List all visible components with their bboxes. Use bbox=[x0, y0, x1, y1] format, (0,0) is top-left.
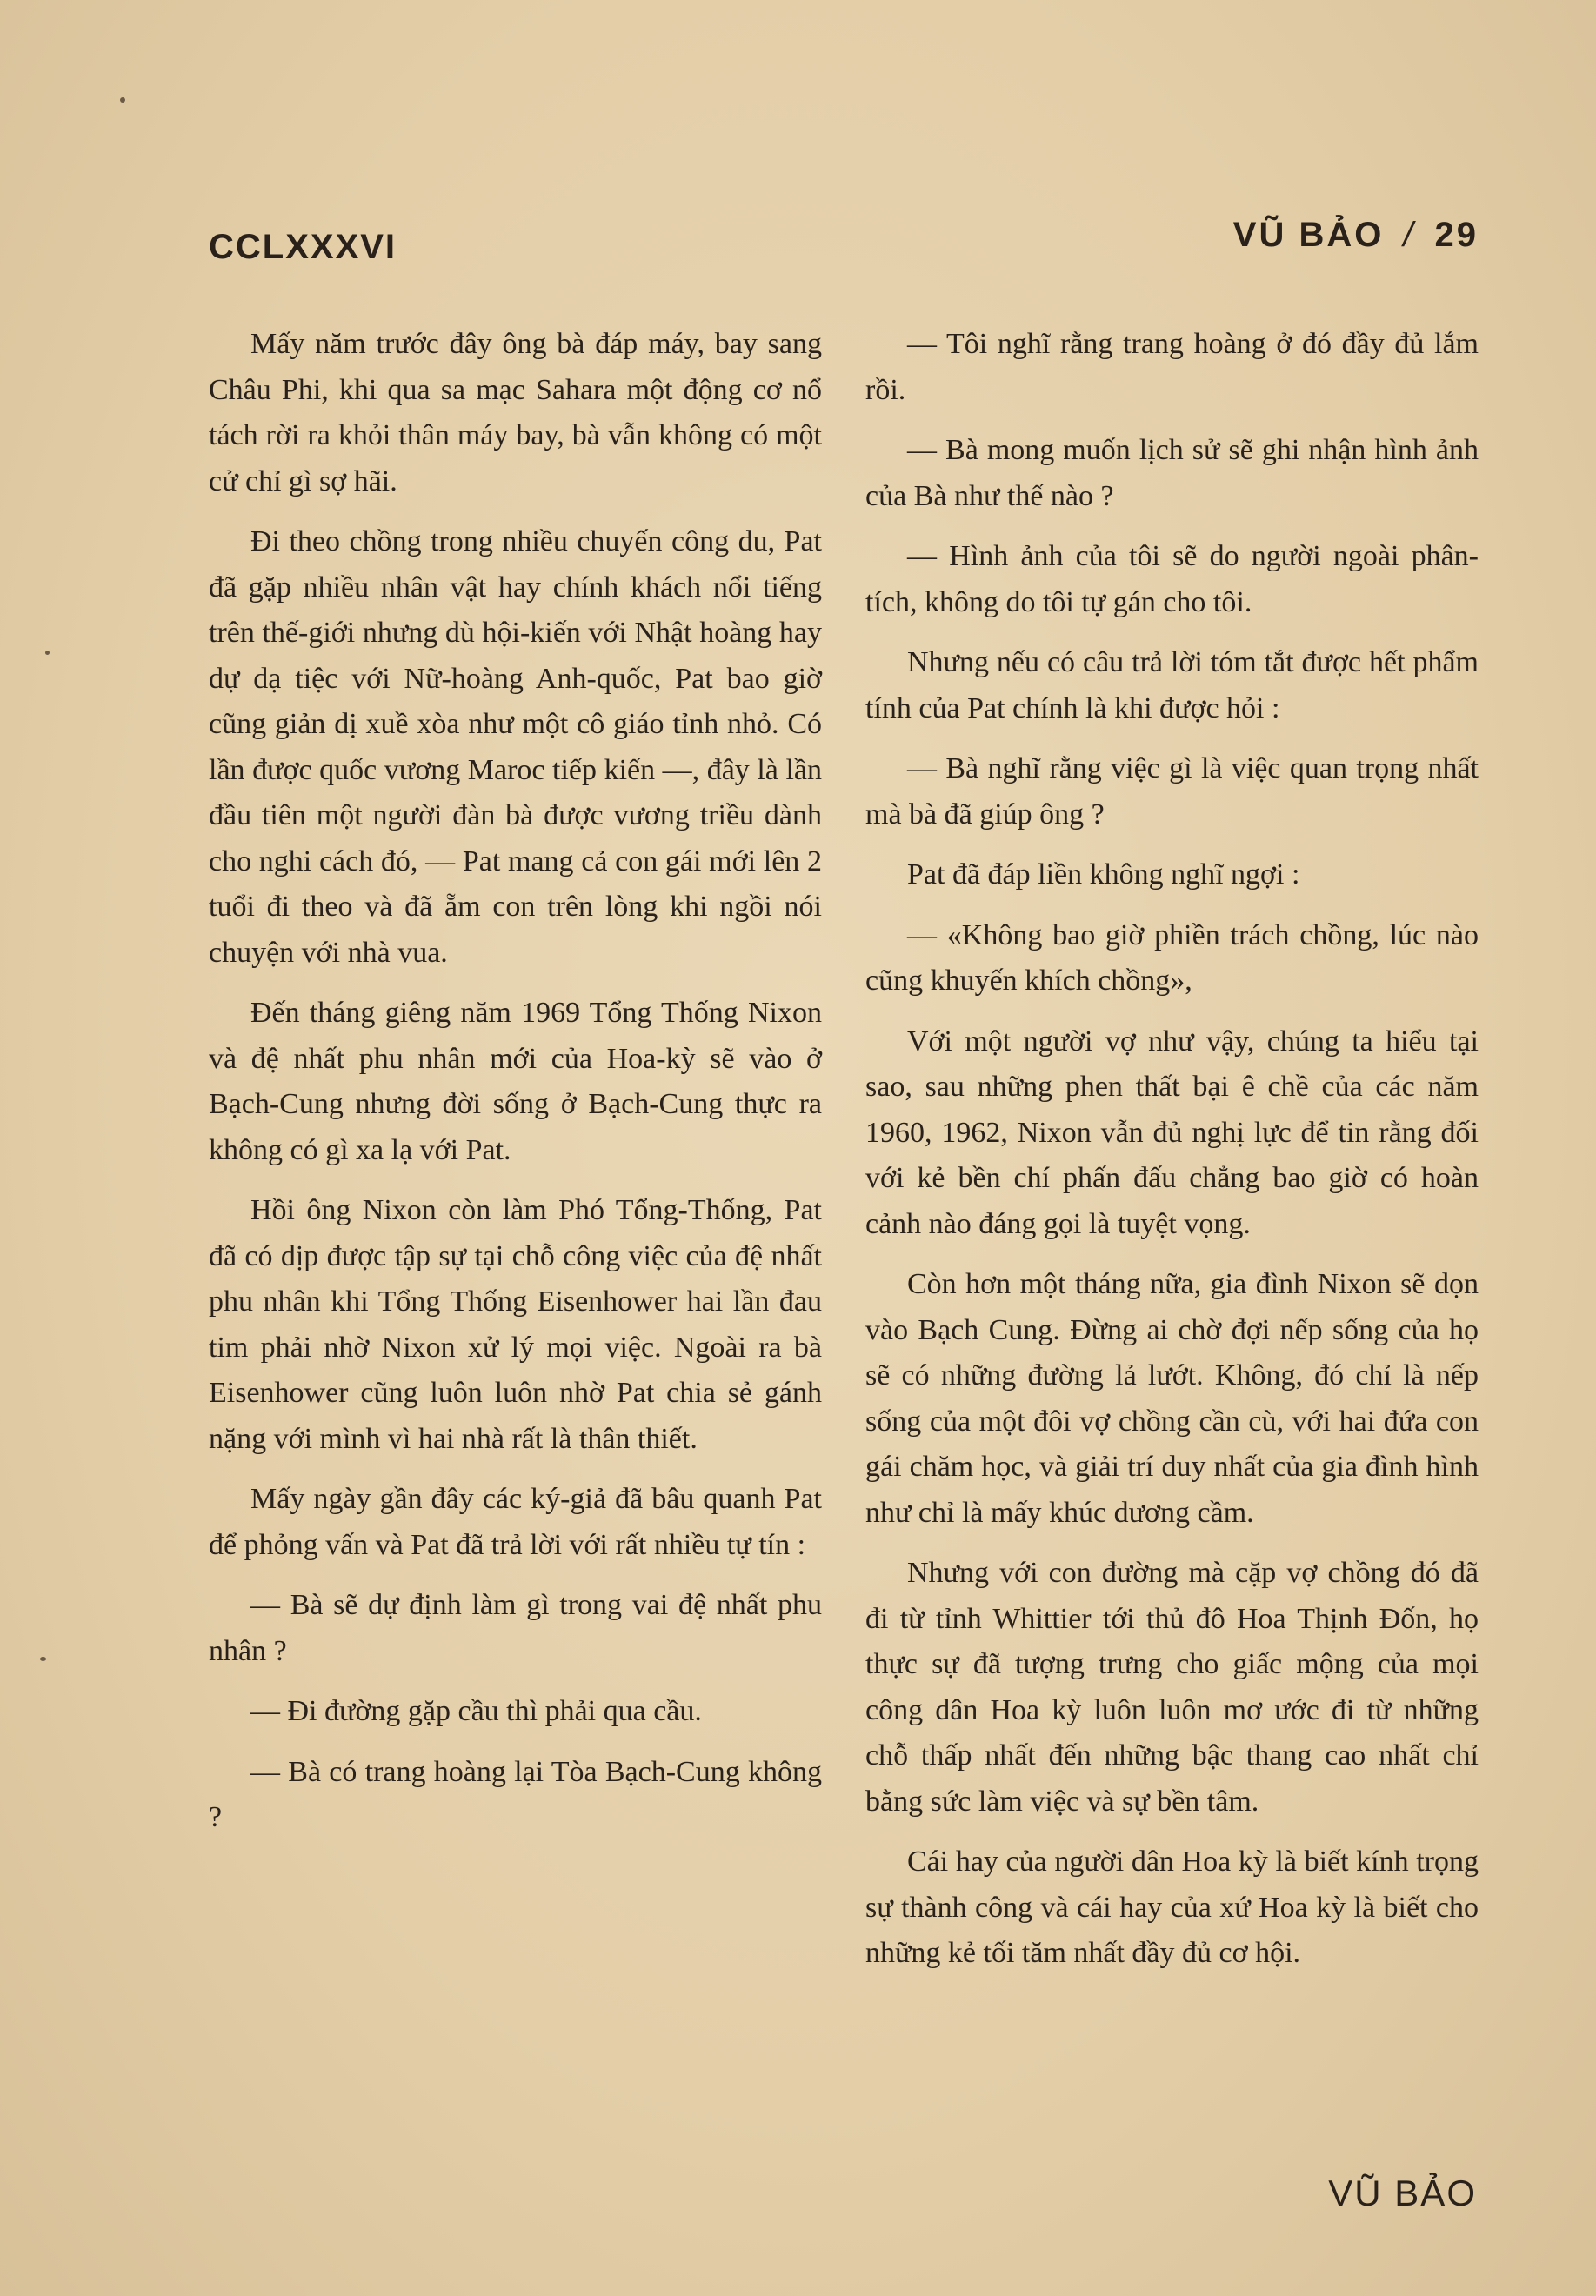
paragraph: Với một người vợ như vậy, chúng ta hiểu tại sao, sau những phen thất bại ê chề của các năm 1960, 1962, Nixon vẫn đủ nghị lực để tin rằng đối với kẻ bền chí phấn đấu chẳng bao giờ có hoàn cảnh nào đáng gọi là tuyệt vọng. bbox=[865, 1025, 1479, 1240]
dialogue-line: — Bà nghĩ rằng việc gì là việc quan trọng nhất mà bà đã giúp ông ? bbox=[865, 752, 1479, 831]
header-author: VŨ BẢO bbox=[1232, 216, 1385, 254]
paper-speck bbox=[40, 1657, 46, 1661]
dialogue-line: — «Không bao giờ phiền trách chồng, lúc nào cũng khuyến khích chồng», bbox=[865, 918, 1479, 997]
paragraph: Còn hơn một tháng nữa, gia đình Nixon sẽ dọn vào Bạch Cung. Đừng ai chờ đợi nếp sống của họ sẽ có những đường lả lướt. Không, đó chỉ là nếp sống của một đôi vợ chồng cần cù, với hai đứa con gái chăm học, và giải trí duy nhất của gia đình hình như chỉ là mấy khúc dương cầm. bbox=[865, 1268, 1479, 1529]
dialogue-line: — Bà có trang hoàng lại Tòa Bạch-Cung không ? bbox=[209, 1755, 822, 1833]
chapter-number: CCLXXXVI bbox=[209, 228, 397, 266]
paragraph: Đến tháng giêng năm 1969 Tổng Thống Nixon và đệ nhất phu nhân mới của Hoa-kỳ sẽ vào ở Bạch-Cung nhưng đời sống ở Bạch-Cung thực ra không có gì xa lạ với Pat. bbox=[209, 997, 822, 1166]
dialogue-line: — Bà mong muốn lịch sử sẽ ghi nhận hình ảnh của Bà như thế nào ? bbox=[865, 434, 1479, 512]
paper-speck bbox=[45, 651, 50, 655]
paragraph: Hồi ông Nixon còn làm Phó Tổng-Thống, Pat đã có dịp được tập sự tại chỗ công việc của đệ nhất phu nhân khi Tổng Thống Eisenhower hai lần đau tim phải nhờ Nixon xử lý mọi việc. Ngoài ra bà Eisenhower cũng luôn luôn nhờ Pat chia sẻ gánh nặng với mình vì hai nhà rất là thân thiết. bbox=[209, 1194, 822, 1455]
header-separator: / bbox=[1403, 216, 1416, 254]
paragraph: Đi theo chồng trong nhiều chuyến công du, Pat đã gặp nhiều nhân vật hay chính khách nổi tiếng trên thế-giới nhưng dù hội-kiến với Nhật hoàng hay dự dạ tiệc với Nữ-hoàng Anh-quốc, Pat bao giờ cũng giản dị xuề xòa như một cô giáo tỉnh nhỏ. Có lần được quốc vương Maroc tiếp kiến —, đây là lần đầu tiên một người đàn bà được vương triều dành cho nghi cách đó, — Pat mang cả con gái mới lên 2 tuổi đi theo và đã ẵm con trên lòng khi ngồi nói chuyện với nhà vua. bbox=[209, 525, 822, 969]
dialogue-line: — Bà sẽ dự định làm gì trong vai đệ nhất phu nhân ? bbox=[209, 1589, 822, 1667]
page-number: 29 bbox=[1434, 216, 1479, 254]
left-column bbox=[209, 322, 822, 1856]
paragraph: Nhưng với con đường mà cặp vợ chồng đó đã đi từ tỉnh Whittier tới thủ đô Hoa Thịnh Đốn, họ thực sự đã tượng trưng cho giấc mộng của mọi công dân Hoa kỳ luôn luôn mơ ước đi từ những chỗ thấp nhất đến những bậc thang cao nhất chỉ bằng sức làm việc và sự bền tâm. bbox=[865, 1557, 1479, 1818]
paragraph: Mấy năm trước đây ông bà đáp máy, bay sang Châu Phi, khi qua sa mạc Sahara một động cơ nổ tách rời ra khỏi thân máy bay, bà vẫn không có một cử chỉ gì sợ hãi. bbox=[209, 328, 822, 497]
dialogue-line: — Hình ảnh của tôi sẽ do người ngoài phân-tích, không do tôi tự gán cho tôi. bbox=[865, 540, 1479, 618]
running-header bbox=[1233, 216, 1479, 255]
paragraph: Mấy ngày gần đây các ký-giả đã bâu quanh Pat để phỏng vấn và Pat đã trả lời với rất nhiều tự tín : bbox=[209, 1483, 822, 1561]
paper-speck bbox=[120, 97, 125, 103]
author-signature: VŨ BẢO bbox=[1328, 2173, 1477, 2213]
paragraph: Cái hay của người dân Hoa kỳ là biết kính trọng sự thành công và cái hay của xứ Hoa kỳ là biết cho những kẻ tối tăm nhất đầy đủ cơ hội. bbox=[865, 1845, 1479, 1969]
paragraph: Nhưng nếu có câu trả lời tóm tắt được hết phẩm tính của Pat chính là khi được hỏi : bbox=[865, 646, 1479, 724]
dialogue-line: — Tôi nghĩ rằng trang hoàng ở đó đầy đủ lắm rồi. bbox=[865, 328, 1479, 406]
dialogue-line: — Đi đường gặp cầu thì phải qua cầu. bbox=[250, 1695, 702, 1727]
right-column bbox=[865, 322, 1479, 1992]
paragraph: Pat đã đáp liền không nghĩ ngợi : bbox=[907, 858, 1300, 891]
